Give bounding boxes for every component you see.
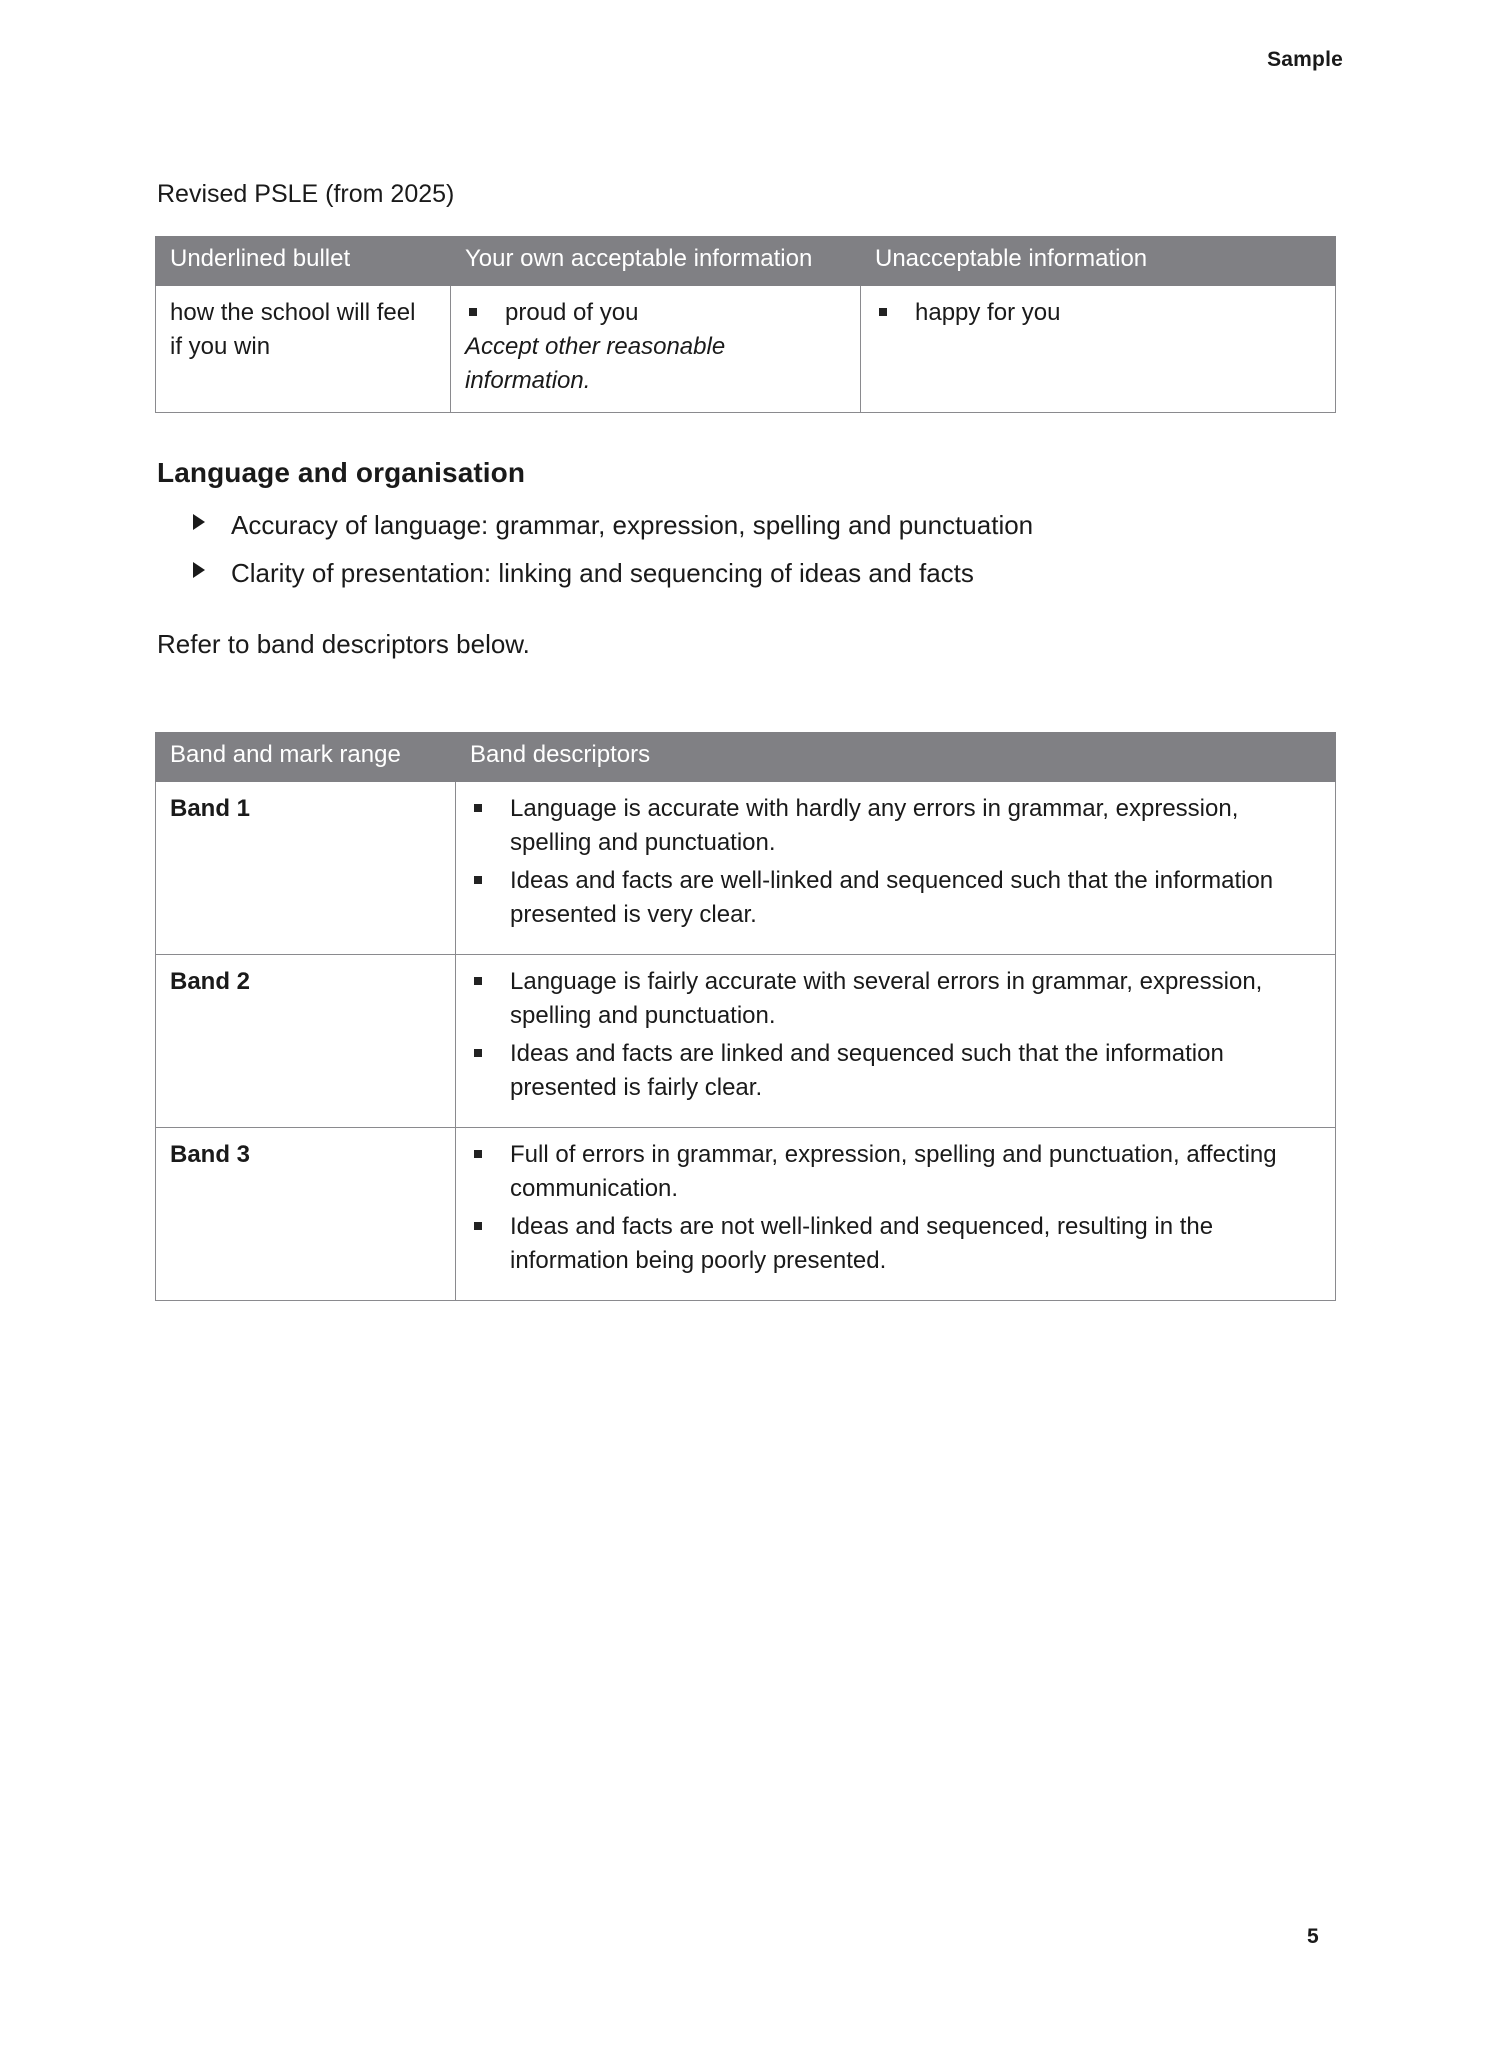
table-caption-revised-psle: Revised PSLE (from 2025) [157, 180, 455, 208]
table-header-row [156, 236, 1336, 285]
underlined-bullet-line-1: how the school will feel [170, 298, 416, 326]
cell-band-descriptors [456, 955, 1336, 1128]
list-item-label: Clarity of presentation: linking and sequencing of ideas and facts [231, 558, 974, 589]
list-item [465, 296, 846, 330]
table-row [156, 285, 1336, 412]
band-label: Band 1 [170, 795, 251, 823]
acceptable-information-list [465, 296, 846, 330]
square-bullet-icon [474, 876, 482, 884]
column-header-band-and-mark-range: Band and mark range [156, 733, 456, 782]
list-item-accuracy-of-language [189, 505, 1335, 545]
square-bullet-icon [469, 308, 477, 316]
square-bullet-icon [474, 1150, 482, 1158]
square-bullet-icon [474, 1222, 482, 1230]
cell-unacceptable-information [861, 285, 1336, 412]
list-item [875, 296, 1321, 330]
column-header-unacceptable-information: Unacceptable information [861, 236, 1336, 285]
list-item [470, 1037, 1321, 1105]
band-label: Band 2 [170, 968, 251, 996]
cell-underlined-bullet [156, 285, 451, 412]
table-row [156, 782, 1336, 955]
table-bullet-points [155, 236, 1336, 413]
list-item [470, 1138, 1321, 1206]
square-bullet-icon [879, 308, 887, 316]
list-item-label: proud of you [505, 298, 639, 326]
table-header-row [156, 733, 1336, 782]
band-label: Band 3 [170, 1141, 251, 1169]
column-header-underlined-bullet: Underlined bullet [156, 236, 451, 285]
band-descriptor-list [470, 965, 1321, 1105]
language-criteria-list [189, 505, 1335, 594]
column-header-band-descriptors: Band descriptors [456, 733, 1336, 782]
square-bullet-icon [474, 1049, 482, 1057]
acceptable-information-note: Accept other reasonable information. [465, 332, 726, 394]
document-content [155, 178, 1335, 1301]
list-item-label: Language is fairly accurate with several errors in grammar, expression, spelling and punctuation. [510, 968, 1263, 1030]
list-item [470, 965, 1321, 1033]
list-item-label: happy for you [915, 298, 1061, 326]
table-row [156, 955, 1336, 1128]
square-bullet-icon [474, 977, 482, 985]
table-row [156, 1128, 1336, 1301]
unacceptable-information-list [875, 296, 1321, 330]
section-heading-language-and-organisation: Language and organisation [157, 456, 526, 488]
list-item-label: Language is accurate with hardly any errors in grammar, expression, spelling and punctuation. [510, 795, 1239, 857]
list-item-clarity-of-presentation [189, 553, 1335, 593]
band-descriptor-list [470, 1138, 1321, 1278]
running-header-sample: Sample [1267, 48, 1343, 71]
cell-band-descriptors [456, 1128, 1336, 1301]
list-item-label: Full of errors in grammar, expression, spelling and punctuation, affecting communication. [510, 1141, 1277, 1203]
page-number: 5 [1307, 1925, 1319, 1948]
band-descriptor-list [470, 792, 1321, 932]
cell-acceptable-information [451, 285, 861, 412]
refer-to-band-descriptors-text: Refer to band descriptors below. [157, 629, 530, 660]
table-band-descriptors [155, 732, 1336, 1301]
list-item [470, 864, 1321, 932]
underlined-bullet-line-2: if you win [170, 332, 271, 360]
list-item-label: Ideas and facts are not well-linked and sequenced, resulting in the information being poorly presented. [510, 1213, 1214, 1275]
list-item [470, 1210, 1321, 1278]
cell-band-label [156, 955, 456, 1128]
triangle-bullet-icon [193, 562, 205, 578]
list-item [470, 792, 1321, 860]
cell-band-label [156, 782, 456, 955]
list-item-label: Accuracy of language: grammar, expression, spelling and punctuation [231, 509, 1034, 540]
vertical-spacer [155, 660, 1335, 732]
square-bullet-icon [474, 804, 482, 812]
column-header-acceptable-information: Your own acceptable information [451, 236, 861, 285]
list-item-label: Ideas and facts are linked and sequenced such that the information presented is fairly clear. [510, 1040, 1224, 1102]
cell-band-descriptors [456, 782, 1336, 955]
cell-band-label [156, 1128, 456, 1301]
triangle-bullet-icon [193, 514, 205, 530]
list-item-label: Ideas and facts are well-linked and sequenced such that the information presented is very clear. [510, 867, 1274, 929]
